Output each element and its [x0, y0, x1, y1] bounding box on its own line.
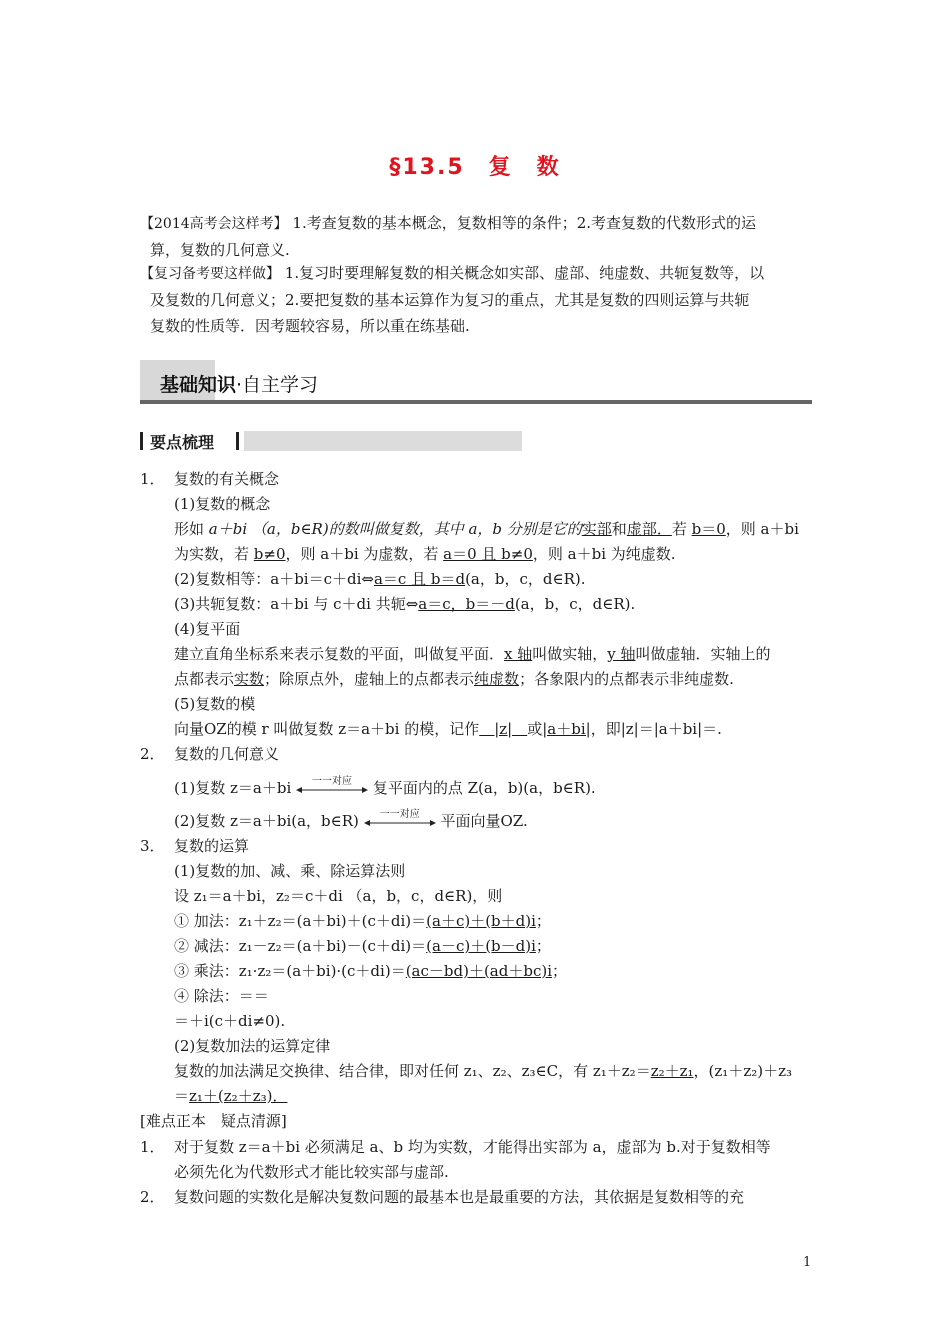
- text-line: (3)共轭复数：a＋bi 与 c＋di 共轭⇔a＝c，b＝－d(a，b，c，d∈R).: [174, 595, 636, 613]
- text-line: 建立直角坐标系来表示复数的平面，叫做复平面．x 轴叫做实轴，y 轴叫做虚轴．实轴上的: [174, 645, 771, 663]
- text-line: ④ 除法：＝＝: [174, 987, 269, 1005]
- intro-tag-1: 【2014高考会这样考】: [140, 216, 288, 232]
- page-title: §13.5 复 数: [389, 155, 561, 180]
- text-line: 向量OZ的模 r 叫做复数 z＝a＋bi 的模，记作 |z| 或|a＋bi|，即|z|＝|a＋bi|＝.: [174, 720, 722, 738]
- text-line: ＝z₁＋(z₂＋z₃)．: [174, 1087, 288, 1105]
- sub-heading: (1)复数的概念: [174, 495, 271, 513]
- text-line: (2)复数相等：a＋bi＝c＋di⇔a＝c 且 b＝d(a，b，c，d∈R).: [174, 570, 586, 588]
- sub-heading: (4)复平面: [174, 620, 241, 638]
- intro-cont-2a: 及复数的几何意义；2.要把复数的基本运算作为复习的重点，尤其是复数的四则运算与共轭: [150, 291, 750, 309]
- double-arrow-icon: 一一对应: [296, 783, 368, 795]
- subhead-text: 要点梳理: [150, 433, 215, 452]
- intro-text-1: 1.考查复数的基本概念，复数相等的条件；2.考查复数的代数形式的运: [292, 214, 757, 232]
- sub-heading: (1)复数的加、减、乘、除运算法则: [174, 862, 406, 880]
- text-line: 复数的加法满足交换律、结合律，即对任何 z₁、z₂、z₃∈C，有 z₁＋z₂＝z₂＋z₁，(z₁＋z₂)＋z₃: [174, 1062, 792, 1080]
- intro-cont-2b: 复数的性质等．因考题较容易，所以重在练基础.: [150, 317, 470, 335]
- sub-heading: (2)复数加法的运算定律: [174, 1037, 331, 1055]
- text-line: ① 加法：z₁＋z₂＝(a＋bi)＋(c＋di)＝(a＋c)＋(b＋d)i；: [174, 912, 551, 930]
- text-line: 形如 a＋bi （a，b∈R)的数叫做复数，其中 a，b 分别是它的实部和虚部．若 b＝0，则 a＋bi: [174, 520, 799, 538]
- sub-heading: (5)复数的模: [174, 695, 256, 713]
- text-line: ＝＋i(c＋di≠0).: [174, 1012, 286, 1030]
- text-line: 为实数，若 b≠0，则 a＋bi 为虚数，若 a＝0 且 b≠0，则 a＋bi 为纯虚数.: [174, 545, 676, 563]
- intro-cont-1: 算，复数的几何意义.: [150, 241, 290, 259]
- text-line: ③ 乘法：z₁·z₂＝(a＋bi)·(c＋di)＝(ac－bd)＋(ad＋bc)i；: [174, 962, 568, 980]
- page-number: 1: [803, 1255, 812, 1270]
- section-label-rest: ·自主学习: [236, 374, 319, 396]
- text-line: 点都表示实数；除原点外，虚轴上的点都表示纯虚数；各象限内的点都表示非纯虚数.: [174, 670, 734, 688]
- section-label-bold: 基础知识: [160, 374, 237, 396]
- intro-tag-2: 【复习备考要这样做】: [140, 266, 280, 282]
- difficulty-heading: [难点正本 疑点清源]: [140, 1112, 287, 1130]
- text-line: (1)复数 z＝a＋bi 一一对应 复平面内的点 Z(a，b)(a，b∈R).: [174, 776, 596, 797]
- main-content: 1． 复数的有关概念 (1)复数的概念 形如 a＋bi （a，b∈R)的数叫做复数，其中 a，b 分别是它的实部和虚部．若 b＝0，则 a＋bi 为实数，若 b≠0，则 a＋bi 为虚数，若 a＝0 且 b≠0，则 a＋bi 为纯虚数. (2)复数相等：a＋bi＝c＋di⇔a＝c 且 b＝d(a，b，c，d∈R). (3)共轭复数：a＋bi 与 c＋di 共轭⇔a＝c，b＝－d(a，b，c，d∈R). (4)复平面 建立直角坐标系来表示复数的平面，叫做复平面．x 轴叫做实轴，y 轴叫做虚轴．实轴上的 点都表示实数；除原点外，虚轴上的点都表示纯虚数；各象限内的点都表示非纯虚数. (5)复数的模 向量OZ的模 r 叫做复数 z＝a＋bi 的模，记作 |z| 或|a＋bi|，即|z|＝|a＋bi|＝. 2． 复数的几何意义 (1)复数 z＝a＋bi 一一对应 复平面内的点 Z(a，b)(a，b∈R). (2)复数 z＝a＋bi(a，b∈R) 一一对应 平面向量OZ. 3． 复数的运算 (1)复数的加、减、乘、除运算法则 设 z₁＝a＋bi，z₂＝c＋di （a，b，c，d∈R)，则 ① 加法：z₁＋z₂＝(a＋bi)＋(c＋di)＝(a＋c)＋(b＋d)i； ② 减法：z₁－z₂＝(a＋bi)－(c＋di)＝(a－c)＋(b－d)i； ③ 乘法：z₁·z₂＝(a＋bi)·(c＋di)＝(ac－bd)＋(ad＋bc)i； ④ 除法：＝＝ ＝＋i(c＋di≠0). (2)复数加法的运算定律 复数的加法满足交换律、结合律，即对任何 z₁、z₂、z₃∈C，有 z₁＋z₂＝z₂＋z₁，(z₁＋z₂)＋z₃ ＝z₁＋(z₂＋z₃)． [难点正本 疑点清源] 1． 对于复数 z＝a＋bi 必须满足 a、b 均为实数，才能得出实部为 a，虚部为 b.对于复数相等 必须先化为代数形式才能比较实部与虚部. 2． 复数问题的实数化是解决复数问题的最基本也是最重要的方法，其依据是复数相等的充: [140, 470, 799, 1206]
- text-line: (2)复数 z＝a＋bi(a，b∈R) 一一对应 平面向量OZ.: [174, 809, 528, 830]
- text-line: 必须先化为代数形式才能比较实部与虚部.: [174, 1163, 449, 1181]
- text-line: ② 减法：z₁－z₂＝(a＋bi)－(c＋di)＝(a－c)＋(b－d)i；: [174, 937, 551, 955]
- intro-text-2: 1.复习时要理解复数的相关概念如实部、虚部、纯虚数、共轭复数等，以: [284, 264, 765, 282]
- double-arrow-icon: 一一对应: [364, 816, 436, 828]
- text-line: 设 z₁＝a＋bi，z₂＝c＋di （a，b，c，d∈R)，则: [174, 887, 503, 905]
